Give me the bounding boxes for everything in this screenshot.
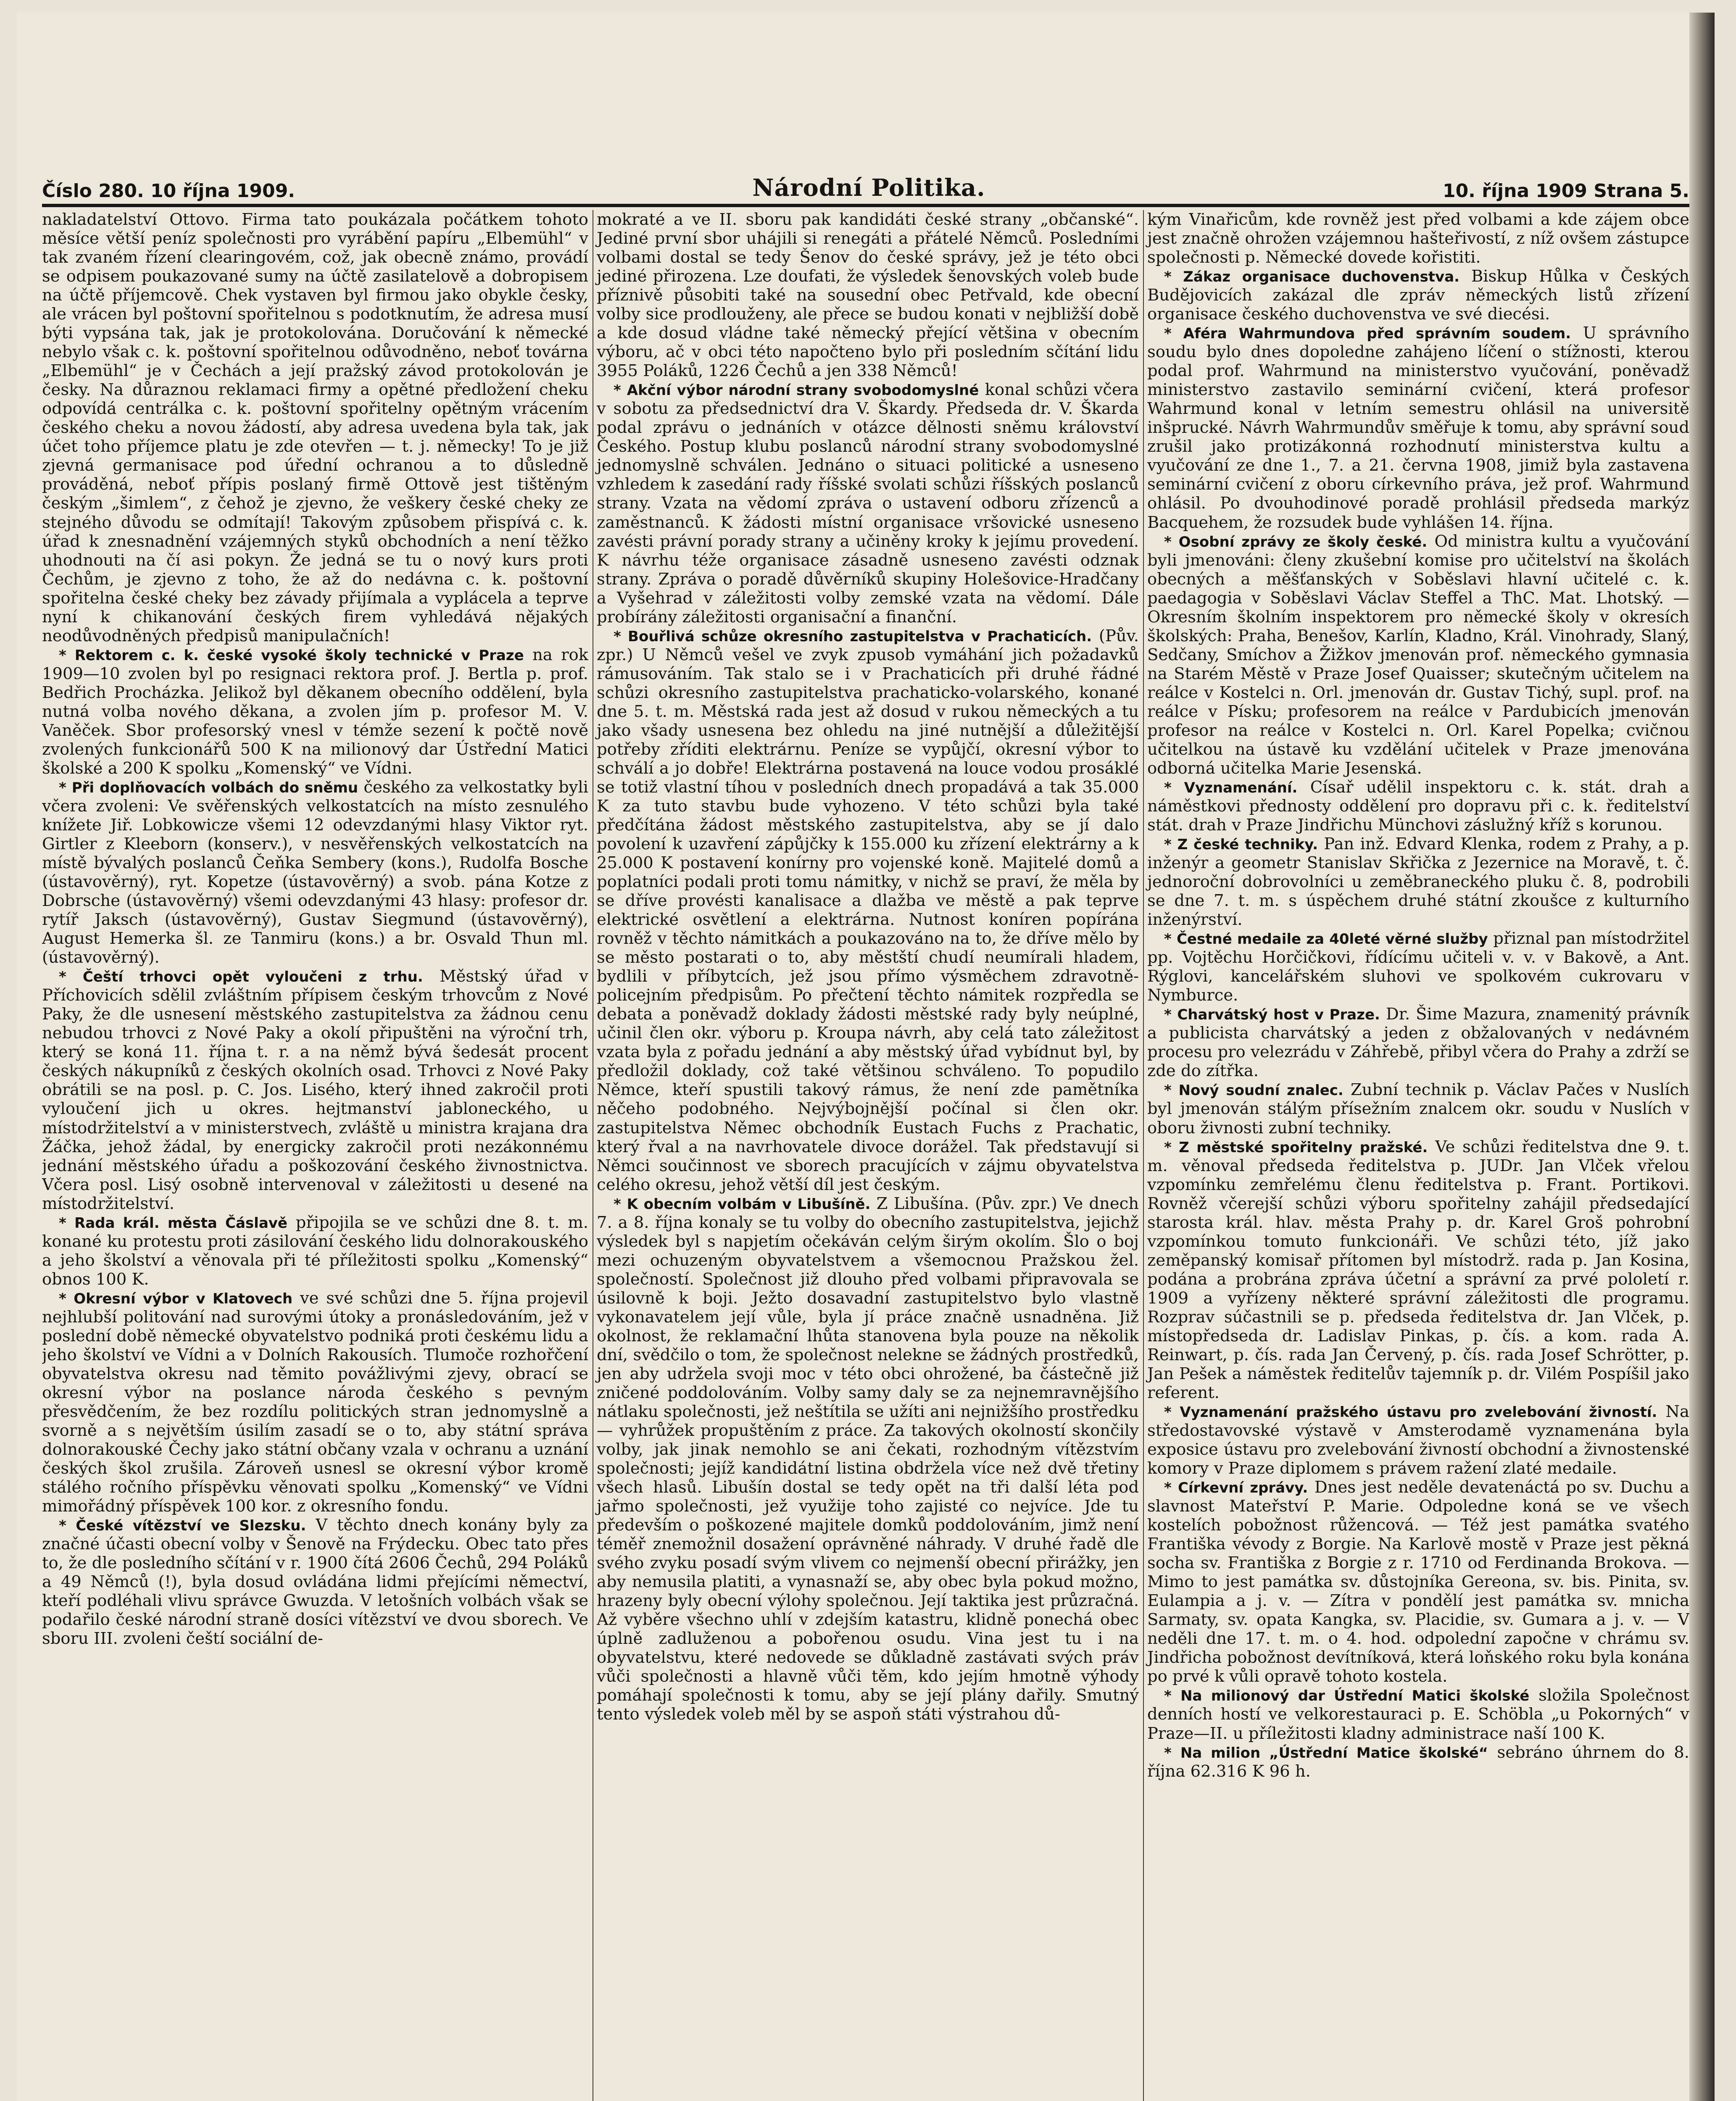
article-paragraph [1147, 1743, 1689, 1781]
article-text: Zubní technik p. Václav Pačes v Nuslích byl jmenován stálým přísežním znalcem okr. soudu v Nuslích v oboru živnosti zubní techniky. [1147, 1080, 1689, 1137]
article-paragraph [1147, 835, 1689, 929]
article-text: sebráno úhrnem do 8. října 62.316 K 96 h. [1147, 1743, 1689, 1781]
article-text: konal schůzi včera v sobotu za předsednictví dra V. Škardy. Předseda dr. V. Škarda podal zprávu o jednáních v otázce dělnosti sněmu království Českého. Postup klubu poslanců národní strany svobodomyslné jednomyslně schválen. Jednáno o situaci politické a usneseno vzhledem k zasedání rady říšské svolati schůzi říšských poslanců strany. Vzata na vědomí zpráva o ustavení odboru zřízenců a zaměstnanců. K žádosti místní organisace vršovické usneseno zavésti právní porady strany a učiněny kroky k jejímu provedení. K návrhu téže organisace zásadně usneseno zavésti odznak strany. Zpráva o poradě důvěrníků skupiny Holešovice-Hradčany a Vyšehrad v záležitosti volby zemské vzata na vědomí. Dále probírány záležitosti organisační a finanční. [597, 380, 1139, 627]
column-1 [42, 210, 588, 2101]
article-paragraph [1147, 267, 1689, 324]
article-text: českého za velkostatky byli včera zvoleni: Ve svěřenských velkostatcích na místo zesnulého knížete Jiř. Lobkowicze všemi 12 odevzdanými hlasy Viktor ryt. Girtler z Kleeborn (konserv.), v nesvěřenských velkostatcích na místě bývalých poslanců Čeňka Sembery (kons.), Rudolfa Bosche (ústavověrný), ryt. Kopetze (ústavověrný) a svob. pána Kotze z Dobrsche (ústavověrný) všemi odevzdanými 43 hlasy: profesor dr. rytíř Jaksch (ústavověrný), Gustav Siegmund (ústavověrný), August Hemerka šl. ze Tanmiru (kons.) a br. Osvald Thun ml. (ústavověrný). [42, 777, 588, 967]
article-paragraph [1147, 1402, 1689, 1478]
article-headline: * Při doplňovacích volbách do sněmu [59, 779, 358, 796]
article-headline: * Charvátský host v Praze. [1164, 1006, 1380, 1024]
newspaper-title: Národní Politika. [752, 174, 985, 202]
article-text: Od ministra kultu a vyučování byli jmenováni: členy zkušební komise pro učitelství na školách obecných a měšťanských v Soběslavi hlavní učitelé c. k. paedagogia v Soběslavi Václav Steffel a ThC. Mat. Lhotský. — Okresním školním inspektorem pro německé školy v okresích školských: Praha, Benešov, Karlín, Kladno, Král. Vinohrady, Slaný, Sedčany, Smíchov a Žižkov jmenován prof. německého gymnasia na Starém Městě v Praze Josef Quaisser; skutečným učitelem na reálce v Kostelci n. Orl. jmenován dr. Gustav Tichý, supl. prof. na reálce v Písku; profesorem na reálce v Pardubicích jmenován profesor na reálce v Kostelci n. Orl. Karel Popelka; cvičnou učitelkou na ústavě ku vzdělání učitelek v Praze jmenována odborná učitelka Marie Jesenská. [1147, 532, 1689, 778]
article-text: na rok 1909—10 zvolen byl po resignaci rektora prof. J. Bertla p. prof. Bedřich Procházka. Jelikož byl děkanem obecního oddělení, byla nutná volba nového děkana, a zvolen jím p. profesor M. V. Vaněček. Sbor profesorský vnesl v témže sezení k počtě nově zvolených funkcionářů 500 K na milionový dar Ústřední Matici školské a 200 K spolku „Komenský“ ve Vídni. [42, 645, 588, 778]
article-headline: * Rada král. města Čáslavě [59, 1214, 287, 1232]
article-text: ve své schůzi dne 5. října projevil nejhlubší politování nad surovými útoky a pronásledováním, jež v poslední době německé obyvatelstvo podniká proti českému lidu a jeho školství ve Vídni a v Dolních Rakousích. Tlumoče rozhořčení obyvatelstva okresu nad těmito povážlivými zjevy, obrací se okresní výbor na poslance národa českého s pevným přesvědčením, že bez rozdílu politických stran jednomyslně a svorně a s největším úsilím zasadí se o to, aby státní správa dolnorakouské Čechy jako státní občany vzala v ochranu a uznání českých škol zrušila. Zároveň usnesl se okresní výbor kromě stálého ročního příspěvku věnovati spolku „Komenský“ ve Vídni mimořádný příspěvek 100 kor. z okresního fondu. [42, 1288, 588, 1516]
article-headline: * Bouřlivá schůze okresního zastupitelstva v Prachaticích. [614, 628, 1092, 645]
article-paragraph [42, 1289, 588, 1516]
article-text: U správního soudu bylo dnes dopoledne zahájeno líčení o stížnosti, kterou podal prof. Wahrmund na ministerstvo vyučování, poněvadž ministerstvo zastavilo seminární cvičení, která profesor Wahrmund konal v letním semestru ohlásil na universitě inšprucké. Návrh Wahrmundův směřuje k tomu, aby správní soud zrušil jako protizákonná rozhodnutí ministerstva kultu a vyučování ze dne 1., 7. a 21. června 1908, jimiž byla zastavena seminární cvičení z oboru církevního práva, jež prof. Wahrmund ohlásil. Po dvouhodinové poradě prohlásil předseda markýz Bacquehem, že rozsudek bude vyhlášen 14. října. [1147, 324, 1689, 532]
article-headline: * Na milionový dar Ústřední Matici školské [1164, 1688, 1530, 1705]
newspaper-page [17, 13, 1715, 2101]
article-paragraph [42, 1213, 588, 1289]
text-columns [42, 210, 1689, 2101]
article-headline: * Vyznamenání pražského ústavu pro zvelebování živností. [1164, 1403, 1657, 1421]
article-paragraph [1147, 532, 1689, 778]
page-edge-shadow [1689, 13, 1715, 2101]
article-paragraph [42, 210, 588, 645]
article-text: Biskup Hůlka v Českých Budějovicích zakázal dle zpráv německých listů zřízení organisace českého duchovenstva ve své diecési. [1147, 267, 1689, 324]
article-text: Ve schůzi ředitelstva dne 9. t. m. věnoval předseda ředitelstva p. JUDr. Jan Vlček vřelou vzpomínku zemřelému členu ředitelstva p. Frant. Portikovi. Rovněž včerejší schůzi výboru spořitelny zahájil předsedající starosta král. hlav. města Prahy p. dr. Karel Groš pohrobní vzpomínkou tomuto funkcionáři. Ve schůzi této, jíž jako zeměpanský komisař přítomen byl místodrž. rada p. Jan Kosina, podána a probrána zpráva účetní a správní za prvé pololetí r. 1909 a vyřízeny některé správní záležitosti dle programu. Rozprav súčastnili se p. předseda ředitelstva dr. Jan Vlček, p. místopředseda dr. Ladislav Pinkas, p. čís. a kom. rada A. Reinwart, p. čís. rada Jan Červený, p. čís. rada Josef Schrötter, p. Jan Pešek a náměstek ředitelův tajemník p. dr. Vilém Pospíšil jako referent. [1147, 1137, 1689, 1402]
page-header [42, 164, 1689, 202]
article-headline: * Na milion „Ústřední Matice školské“ [1164, 1744, 1488, 1761]
article-headline: * Čestné medaile za 40leté věrné služby [1164, 931, 1488, 948]
article-text: přiznal pan místodržitel pp. Vojtěchu Horčičkovi, řídícímu učiteli v. v. v Bakově, a Ant. Rýglovi, kancelářském sluhovi ve spolkovém cukrovaru v Nymburce. [1147, 929, 1689, 1005]
article-headline: * Osobní zprávy ze školy české. [1164, 533, 1428, 550]
article-paragraph [1147, 929, 1689, 1005]
article-text: připojila se ve schůzi dne 8. t. m. konané ku protestu proti zásilování českého lidu dolnorakouského a jeho školství a věnovala při té příležitosti spolku „Komenský“ obnos 100 K. [42, 1213, 588, 1289]
article-paragraph [1147, 1080, 1689, 1137]
article-headline: * Vyznamenání. [1164, 779, 1298, 796]
article-text: Z Libušína. (Pův. zpr.) Ve dnech 7. a 8. října konaly se tu volby do obecního zastupitelstva, jejichž výsledek byl s napjetím očekáván celým širým okolím. Šlo o boj mezi ochuzeným obyvatelstvem a všemocnou Pražskou žel. společností. Společnost již dlouho před volbami připravovala se úsilovně k boji. Ježto dosavadní zastupitelstvo bylo vlastně vykonavatelem její vůle, byla jí práce značně usnadněna. Již okolnost, že reklamační lhůta stanovena byla pouze na několik dní, svědčilo o tom, že společnost nelekne se žádných prostředků, jen aby udržela svoji moc v této obci ohrožené, ba částečně již zničené poddolováním. Volby samy daly se za nejnemravnějšího nátlaku společnosti, jež neštítila se užíti ani nejnižšího prostředku — vyhrůžek propuštěním z práce. Za takových okolností skončily volby, jak jinak nemohlo se ani čekati, rozhodným vítězstvím společnosti; jejíž kandidátní listina obdržela více než dvě třetiny všech hlasů. Libušín dostal se tedy opět na tři další léta pod jařmo společnosti, jež využije toho zajisté co nejvíce. Jde tu především o poškozené majitele domků poddolováním, jimž není téměř znemožnil dosažení oprávněné náhrady. V druhé řadě dle svého zvyku posadí svým vlivem co nejmenší obecní přirážky, jen aby nemusila platiti, a vynasnaží se, aby obec byla pokud možno, hrazeny byly obecní výlohy společnou. Její taktika jest průzračná. Až vyběre všechno uhlí v zdejším katastru, klidně ponechá obec úplně zadluženou a pobořenou osudu. Vina jest tu i na obyvatelstvu, které nedovede se důkladně zastávati svých práv vůči společnosti a hlavně vůči těm, kdo jejím hmotně výhody pomáhají společnosti k tomu, aby se její plány dařily. Smutný tento výsledek voleb měl by se aspoň státi výstrahou dů- [597, 1194, 1139, 1724]
article-headline: * Rektorem c. k. české vysoké školy technické v Praze [59, 647, 524, 664]
article-headline: * Z české techniky. [1164, 836, 1318, 853]
article-text: Dnes jest neděle devatenáctá po sv. Duchu a slavnost Mateřství P. Marie. Odpoledne koná se ve všech kostelích pobožnost růžencová. — Též jest památka svatého Františka vévody z Borgie. Na Karlově mostě v Praze jest pěkná socha sv. Františka z Borgie z r. 1710 od Ferdinanda Brokova. — Mimo to jest památka sv. důstojníka Gereona, sv. bis. Pinita, sv. Eulampia a j. v. — Zítra v pondělí jest památka sv. mnicha Sarmaty, sv. opata Kangka, sv. Placidie, sv. Gumara a j. v. — V neděli dne 17. t. m. o 4. hod. odpolední započne v chrámu sv. Jindřicha pobožnost devítníková, která loňského roku byla konána po prvé k vůli opravě tohoto kostela. [1147, 1478, 1689, 1686]
article-paragraph [42, 645, 588, 778]
article-text: Císař udělil inspektoru c. k. stát. drah a náměstkovi přednosty oddělení pro dopravu při c. k. ředitelství stát. drah v Praze Jindřichu Münchovi záslužný kříž s korunou. [1147, 777, 1689, 835]
article-text: Dr. Šime Mazura, znamenitý právník a publicista charvátský a jeden z obžalovaných v nedávném procesu pro velezrádu v Záhřebě, přibyl včera do Prahy a zdrží se zde do zítřka. [1147, 1005, 1689, 1081]
article-paragraph [1147, 778, 1689, 835]
article-paragraph [1147, 1686, 1689, 1743]
article-headline: * K obecním volbám v Libušíně. [614, 1195, 871, 1213]
article-headline: * Aféra Wahrmundova před správním soudem. [1164, 325, 1571, 342]
header-rule [42, 204, 1689, 207]
article-headline: * České vítězství ve Slezsku. [59, 1517, 306, 1535]
article-headline: * Čeští trhovci opět vyloučeni z trhu. [59, 969, 423, 986]
article-headline: * Zákaz organisace duchovenstva. [1164, 269, 1460, 286]
article-paragraph [597, 627, 1139, 1194]
article-text: Pan inž. Edvard Klenka, rodem z Prahy, a p. inženýr a geometr Stanislav Skřička z Jezernice na Moravě, t. č. jednoroční dobrovolníci u zeměbraneckého pluku č. 8, podrobili se dne 7. t. m. s úspěchem druhé státní zkoušce z kulturního inženýrství. [1147, 835, 1689, 929]
article-paragraph [597, 1194, 1139, 1724]
article-headline: * Okresní výbor v Klatovech [59, 1290, 293, 1307]
article-paragraph [1147, 1005, 1689, 1080]
column-2 [593, 210, 1139, 2101]
article-text: složila Společnost denních hostí ve velkorestauraci p. E. Schöbla „u Pokorných“ v Praze—II. u příležitosti kladny administrace naší 100 K. [1147, 1686, 1689, 1743]
article-text: mokraté a ve II. sboru pak kandidáti české strany „občanské“. Jediné první sbor uhájili si renegáti a přátelé Němců. Posledními volbami dostal se tedy Šenov do české správy, jež je této obci jediné přirozena. Lze doufati, že výsledek šenovských voleb bude příznivě působiti také na sousední obec Petřvald, kde obecní volby sice prodlouženy, ale přece se budou konati v nejbližší době a kde dosud vládne také německý přející většina v obecním výboru, ač v obci této napočteno bylo při posledním sčítání lidu 3955 Poláků, 1226 Čechů a jen 338 Němců! [597, 210, 1139, 381]
article-headline: * Církevní zprávy. [1164, 1480, 1308, 1497]
article-headline: * Akční výbor národní strany svobodomyslné [614, 382, 979, 399]
article-paragraph [1147, 1137, 1689, 1402]
article-paragraph [42, 967, 588, 1213]
article-paragraph [1147, 210, 1689, 267]
article-headline: * Nový soudní znalec. [1164, 1082, 1343, 1099]
article-text: Městský úřad v Příchovicích sdělil zvláštním přípisem českým trhovcům z Nové Paky, že dle usnesení městského zastupitelstva za žádnou cenu nebudou trhovci z Nové Paky a okolí připuštěni na výroční trh, který se koná 11. října t. r. a na němž bývá šedesát procent českých nákupníků z českých okolních osad. Trhovci z Nové Paky obrátili se na posl. p. C. Jos. Lisého, který ihned zakročil proti vyloučení jich u okres. hejtmanství jabloneckého, u místodržitelství a v ministerstvech, zvláště u ministra krajana dra Žáčka, jehož žádal, by energicky zakročil proti nezákonnému jednání městského úřadu a poškozování českého živnostnictva. Včera posl. Lisý osobně intervenoval v záležitosti u desené na místodržitelství. [42, 967, 588, 1213]
article-text: nakladatelství Ottovo. Firma tato poukázala počátkem tohoto měsíce větší peníz společnosti pro vyrábění papíru „Elbemühl“ v tak zvaném řízení clearingovém, což, jak obecně známo, provádí se odpisem poukazované sumy na účtě zasilatelově a dobropisem na účtě příjemcově. Chek vystaven byl firmou jako obykle česky, ale vrácen byl poštovní spořitelnou s podotknutím, že adresa musí býti vypsána tak, jak je protokolována. Doručování k německé nebylo však c. k. poštovní spořitelnou odůvodněno, neboť továrna „Elbemühl“ je v Čechách a její pražský závod protokolován je česky. Na důraznou reklamaci firmy a opětné předložení cheku odpovídá centrálka c. k. poštovní spořitelny opětným vrácením českého cheku a novou žádostí, aby adresa uvedena byla tak, jak účet toho příjemce platu je zde otevřen — t. j. německy! To je již zjevná germanisace pod úřední ochranou a to důsledně prováděná, neboť přípis poslaný firmě Ottově jest tištěným českým „šimlem“, z čehož je zjevno, že veškery české cheky ze stejného důvodu se odmítají! Takovým způsobem přispívá c. k. úřad k znesnadnění vzájemných styků obchodních a není těžko uhodnouti na čí asi pokyn. Že jedná se tu o nový kurs proti Čechům, je zjevno z toho, že až do nedávna c. k. poštovní spořitelna české cheky bez závady přijímala a vyplácela a teprve nyní k chikanování českých firem vyhledává nějakých neodůvodněných předpisů manipulačních! [42, 210, 588, 645]
article-paragraph [42, 778, 588, 967]
article-paragraph [597, 380, 1139, 626]
article-paragraph [1147, 1478, 1689, 1686]
article-text: Na středostavovské výstavě v Amsterodamě vyznamenána byla exposice ústavu pro zvelebování živností obchodní a živnostenské komory v Praze diplomem s právem ražení zlaté medaile. [1147, 1402, 1689, 1478]
article-paragraph [597, 210, 1139, 380]
column-3 [1143, 210, 1689, 2101]
article-text: (Pův. zpr.) U Němců vešel ve zvyk zpusob vymáhání jich požadavků rámusováním. Tak stalo se i v Prachaticích při druhé řádné schůzi okresního zastupitelstva prachaticko-volarského, konané dne 5. t. m. Městská rada jest až dosud v rukou německých a tu jako všady usnesena bez ohledu na jiné nutnější a důležitější potřeby zříditi elektrárnu. Peníze se vypůjčí, okresní výbor to schválí a jo dobře! Elektrárna postavená na louce vodou prosáklé se totiž vlastní tíhou v posledních dnech propadává a tak 35.000 K za tuto stavbu bude vyhozeno. V této schůzi byla také předčítána žádost městského zastupitelstva, aby se jí dalo povolení k uzavření zápůjčky k 155.000 ku zřízení elektrárny a k 25.000 K postavení konírny pro vojenské koně. Majitelé domů a poplatníci podali proti tomu námitky, v nichž se praví, že měla by se dříve provésti kanalisace a dlažba ve městě a pak teprve elektrické osvětlení a elektrárna. Nutnost koníren popírána rovněž v těchto námitkách a poukazováno na to, že dříve mělo by se město postarati o to, aby městští chudí neumírali hladem, bydlili v příbytcích, jež jsou přímo výsměchem zdravotně-policejním předpisům. Po přečtení těchto námitek rozpředla se debata a poněvadž doklady žádosti městské rady byly neúplné, učinil člen okr. výboru p. Kroupa návrh, aby celá tato záležitost vzata byla z pořadu jednání a aby městský úřad vybídnut byl, by předložil doklady, což také většinou schváleno. To popudilo Němce, kteří spustili takový rámus, že není zde pamětníka něčeho podobného. Nejvýbojnější počínal si člen okr. zastupitelstva Němec obchodník Eustach Fuchs z Prachatic, který řval a na navrhovatele divoce dorážel. Tak představují si Němci součinnost ve sborech pracujících v zájmu obyvatelstva celého okresu, jehož větší díl jest českým. [597, 626, 1139, 1194]
article-text: V těchto dnech konány byly za značné účasti obecní volby v Šenově na Frýdecku. Obec tato přes to, že dle posledního sčítání v r. 1900 čítá 2606 Čechů, 294 Poláků a 49 Němců (!), byla dosud ovládána lidmi přejícími němectví, kteří podléhali vlivu správce Gwuzda. V letošních volbách však se podařilo české národní straně dosíci vítězství ve dvou sborech. Ve sboru III. zvoleni čeští sociální de- [42, 1516, 588, 1648]
article-paragraph [1147, 324, 1689, 532]
article-text: kým Vinařicům, kde rovněž jest před volbami a kde zájem obce jest značně ohrožen vzájemnou hašteřivostí, z níž ovšem zástupce společnosti p. Německé dovede kořistiti. [1147, 210, 1689, 267]
issue-number-date: Číslo 280. 10 října 1909. [42, 180, 295, 202]
article-paragraph [42, 1516, 588, 1648]
article-headline: * Z městské spořitelny pražské. [1164, 1139, 1428, 1156]
page-date-number: 10. října 1909 Strana 5. [1442, 180, 1689, 202]
